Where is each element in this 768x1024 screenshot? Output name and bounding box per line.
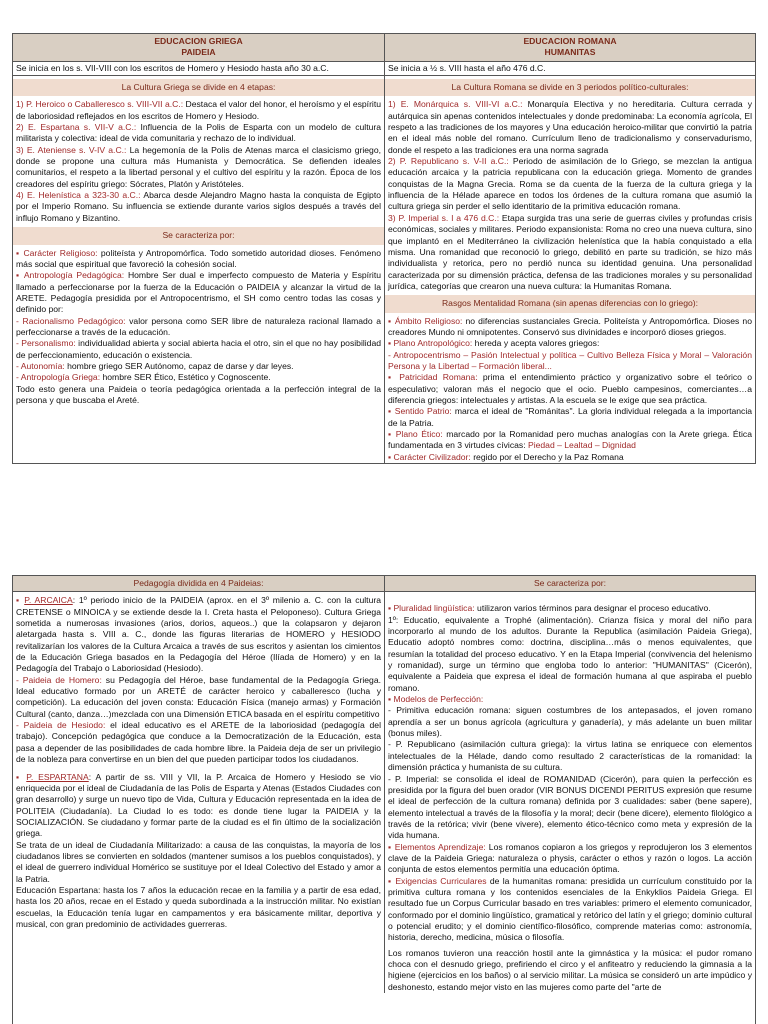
stage-title: E. Espartana s. VII-V a.C.: bbox=[27, 122, 137, 133]
paideia-text: : 1º periodo inicio de la PAIDEIA (aprox. en el 3º milenio a. C. con la cultura CRETENSE o MINOICA y se extiende desde la I. Creta hasta el Peloponeso). Cultura Griega sometida a numerosas invasiones (arios, dorios, aqueos..) que la colapsaron y dejaron aletargada hasta s. VIII a. C., donde las figuras literarias de HOMERO y HESIODO revitalizarían los valores de la Cultura Arcaica a través de sus escritos y asientan los cimientos de la Educación Griega basados en la Pedagogía del Héroe (Ilíada de Homero) y en la Pedagogía del Trabajo o Laboriosidad (Hesiodo). bbox=[16, 595, 381, 674]
roman-trait: ▪ Carácter Civilizador: regido por el Derecho y la Paz Romana bbox=[388, 451, 624, 462]
characteristic-text: individualidad abierta y social abierta hacia el otro, sin el que no hay posibilidad de perfeccionamiento, educación o existencia. bbox=[16, 338, 382, 360]
roman-traits-list bbox=[385, 316, 755, 463]
curricular-requirements: ▪ Exigencias Curriculares de la humanitas romana: presidida un currículum constituido por la primitiva cultura romana y los contenidos esenciales de la Enkyklios Paideia Griega. El resultado fue un Corpus Curricular basado en tres variables: primero el elemento comunicador, conformado por el dominio lingüístico, gramatical y retórico del latín y el griego; dominio cultural o potencial erudito; y el dominio científico-filosófico, comprende materias como: astronomía, historia, derecho, medicina, música o filosofía. bbox=[388, 875, 752, 943]
curricular-text: de la humanitas romana: presidida un currículum constituido por la primitiva cultura romana y los contenidos esenciales de la Enkyklios Paideia Griega. El resultado fue un Corpus Curricular basado en tres variables: primero el elemento comunicador, conformado por el dominio lingüístico, gramatical y retórico del latín y el griego; dominio cultural o potencial erudito; y el dominio científico-filosófico, comprende materias como: astronomía, historia, derecho, medicina, música o filosofía. bbox=[388, 875, 752, 943]
paideias-header: Pedagogía dividida en 4 Paideias: bbox=[13, 576, 384, 592]
characteristic-text: politeísta y Antropomórfica. Todo sometido autoridad dioses. Fenómeno más social que espiritual que favoreció la cohesión social. bbox=[16, 247, 381, 269]
roman-periods-heading: La Cultura Romana se divide en 3 periodos político-culturales: bbox=[385, 79, 755, 96]
trait-title: Patricidad Romana: bbox=[399, 372, 478, 383]
trait-title: Antropocentrismo – Pasión Intelectual y política – Cultivo Belleza Física y Moral – Valoración Persona y la Libertad – Formación liberal... bbox=[388, 349, 752, 371]
militarized-citizenship-paragraph: Se trata de un ideal de Ciudadanía Militarizado: a causa de las conquistas, la mayoría de los ciudadanos libres se convierten en soldados (mantener sumisos a los pueblos conquistados), y el ideal de guerrero individual Homérico se sustituye por el Ideal Colectivo del Estado y amor a la Patria. bbox=[16, 839, 381, 884]
model-imperial: - P. Imperial: se consolida el ideal de ROMANIDAD (Cicerón), para quien la perfección es presidida por la figura del buen orador (VIR BONUS DICENDI PERITUS expresión que resume el ideal de perfección de la cultura romana) definida por 3 cualidades: saber (bene sapere), elemento intelectual a través de la filosofía y la moral; decir (bene dicere), elemento filológico a través de la retórica; vivir (bene vivere), elemento ético-técnico como meta y expresión de la vida humana. bbox=[388, 773, 752, 841]
roman-column bbox=[384, 62, 755, 463]
roman-header bbox=[384, 34, 755, 62]
characteristic-title: Autonomía: bbox=[20, 360, 65, 371]
comparison-table-top bbox=[12, 33, 756, 464]
roman-periods-list bbox=[385, 99, 755, 292]
paideia-block: ▪ P. ARCAICA: 1º periodo inicio de la PAIDEIA (aprox. en el 3º milenio a. C. con la cultura CRETENSE o MINOICA y se extiende desde la I. Creta hasta el Peloponeso). Cultura Griega sometida a numerosas invasiones (arios, dorios, aqueos..) que la colapsaron y dejaron aletargada hasta s. VIII a. C., donde las figuras literarias de HOMERO y HESIODO revitalizarían los valores de la Cultura Arcaica a través de sus escritos y asientan los cimientos de la Educación Griega basados en la Pedagogía del Héroe (Ilíada de Homero) y en la Pedagogía del Trabajo o Laboriosidad (Hesiodo). bbox=[16, 595, 381, 674]
paideia-text: su Pedagogía del Héroe, base fundamental de la Pedagogía Griega. Ideal educativo formado por un ARETÉ de carácter heroico y caballeresco (lucha y competición). La educación del joven consta: Educación Física (manejo armas) y Formación Cultural (canto, danza…)mezclada con una Dimensión ETICA basada en el espíritu competitivo bbox=[16, 674, 381, 719]
stage-text: Influencia de la Polis de Esparta con un modelo de cultura militarista y colectiva: ideal de vida comunitaria y rechazo de lo individual. bbox=[16, 122, 382, 144]
roman-header-line2: HUMANITAS bbox=[544, 47, 596, 58]
paideia-block: - Paideia de Hesiodo: el ideal educativo es el ARETE de la laboriosidad (pedagogía del trabajo). Concepción pedagógica que conduce a la Democratización de la Educación, esta pasa a depender de las posibilidades de cada hombre libre. la Paideia deja de ser un privilegio de la nobleza para convertirse en un bien del que pueden participar todos los ciudadanos. bbox=[16, 720, 381, 765]
roman-traits-heading: Rasgos Mentalidad Romana (sin apenas diferencias con lo griego): bbox=[385, 295, 755, 312]
stage-number: 3) bbox=[16, 144, 24, 155]
trait-title: Plano Ético: bbox=[395, 429, 443, 439]
learning-elements-text: Los romanos copiaron a los griegos y reprodujeron los 3 elementos clave de la Paideia Griega: naturaleza o physis, carácter o ethos y razón o logos. La acción conjunta de estos elementos permitía una educación óptima. bbox=[388, 841, 753, 875]
greek-characteristic: - Antropología Griega: hombre SER Ético, Estético y Cognoscente. bbox=[16, 372, 271, 383]
paideias-list bbox=[13, 595, 384, 765]
greek-characteristic: ▪ Carácter Religioso: politeísta y Antropomórfica. Todo sometido autoridad dioses. Fenómeno más social que espiritual que favoreció la cohesión social. bbox=[16, 247, 381, 269]
period-number: 1) bbox=[388, 99, 396, 110]
model-primitive: - Primitiva educación romana: siguen costumbres de los antepasados, el joven romano aprendía a ser un bonus agrícola (agricultura y ganadería), y más adelante un buen militar (bonus miles). bbox=[388, 705, 752, 739]
trait-title: Plano Antropológico: bbox=[393, 338, 473, 349]
greek-header bbox=[13, 34, 384, 62]
roman-period bbox=[385, 156, 755, 213]
period-title: E. Monárquica s. VIII-VI a.C.: bbox=[400, 99, 523, 110]
linguistic-plurality-text: utilizaron varios términos para designar el proceso educativo. bbox=[474, 603, 711, 614]
trait-tail: Piedad – Lealtad – Dignidad bbox=[527, 440, 636, 451]
period-text: Etapa surgida tras una serie de guerras civiles y profundas crisis económicas, sociales y militares. Periodo expansionista: Roma no creo una nueva cultura, sino que implantó en el Mediterráneo la civilización helenística que la había conquistado a ella misma. Una romanidad que reconoció lo griego, debilitó en parte su tradición, se hizo más individualista y retorica, pero no perdió nunca su identidad genuina. Una personalidad caracterizada por su dimensión práctica, defensa de las tradiciones morales y su personalidad jurídica, categorías que crearon una nueva cultura: la Humanitas Romana. bbox=[388, 212, 752, 291]
sparta-paragraph: ▪ P. ESPARTANA: A partir de ss. VIII y VII, la P. Arcaica de Homero y Hesiodo se vio enriquecida por el ideal de Ciudadanía de las Polis de Esparta y Atenas (Estados Ciudades con gran desarrollo) y surge un nuevo tipo de Vida, Cultura y Educación representada en la idea de POLITEIA (Ciudadanía). La Ciudad lo es todo: es donde tiene lugar la PAIDEIA y la SOCIALIZACIÓN. Se ciudadano y formar parte de la ciudad es el fin último de la socialización griega. bbox=[16, 771, 381, 839]
paideia-title: P. ARCAICA bbox=[24, 595, 73, 606]
roman-trait: ▪ Patricidad Romana: prima el entendimiento práctico y organizativo sobre el teórico o especulativo; valoran más el negocio que el ocio. Pueblo campesinos, comerciantes…a diferencia griegos: intelectuales y artistas. A la escuela se le exige que sea práctica. bbox=[388, 372, 753, 405]
characteristic-text: Hombre Ser dual e imperfecto compuesto de Materia y Espíritu llamado a perfeccionarse por la fuerza de la Educación o PAIDEIA y alcanzar la virtud de la ARETE. Pedagogía presidida por el Antropocentrismo, el SH como centro todas las cosas y definido por: bbox=[16, 270, 381, 315]
greek-stages-heading: La Cultura Griega se divide en 4 etapas: bbox=[13, 79, 384, 96]
trait-title: Sentido Patrio: bbox=[394, 406, 452, 417]
period-number: 2) bbox=[388, 156, 396, 167]
characteristic-text: hombre SER Ético, Estético y Cognoscente. bbox=[100, 372, 271, 383]
paideia-text: el ideal educativo es el ARETE de la laboriosidad (pedagogía del trabajo). Concepción pedagógica que conduce a la Democratización de la Educación, esta pasa a depender de las posibilidades de cada hombre libre. la Paideia deja de ser un privilegio de la nobleza para convertirse en un bien del que pueden participar todos los ciudadanos. bbox=[16, 720, 381, 765]
greek-stage bbox=[13, 99, 384, 122]
roman-period bbox=[385, 99, 755, 156]
spartan-education-paragraph: Educación Espartana: hasta los 7 años la educación recae en la familia y a partir de esa edad, hasta los 20 años, recae en el Estado y queda subordinada a la instrucción militar. No existían escuelas, la Educación tenía lugar en campamentos y era básicamente militar, deportiva y musical, con gran predominio de actividades guerreras. bbox=[16, 884, 381, 929]
characteristic-title: Personalismo: bbox=[21, 338, 76, 349]
stage-text: Destaca el valor del honor, el heroísmo y el espíritu de laboriosidad reflejados en los escritos de Homero y Hesiodo. bbox=[16, 99, 382, 121]
models-heading: ▪ Modelos de Perfección: bbox=[388, 694, 484, 705]
greek-intro: Se inicia en los s. VII-VIII con los escritos de Homero y Hesiodo hasta año 30 a.C. bbox=[13, 62, 384, 76]
trait-text: marcado por la Romanidad pero muchas analogías con la Arete griega. Ética fundamentada en 3 virtudes cívicas: bbox=[388, 429, 752, 451]
greek-conclusion: Todo esto genera una Paideia o teoría pedagógica orientada a la perfección integral de la persona y que buscaba el Areté. bbox=[16, 383, 381, 405]
greek-stages-list bbox=[13, 99, 384, 224]
period-title: P. Republicano s. V-II a.C.: bbox=[399, 156, 509, 167]
model-republican: - P. Republicano (asimilación cultura griega): la virtus latina se enriquece con elementos intelectuales de la Hélade, dando como resultado 2 características de la romanidad: la dimensión práctica y humanista de su cultura. bbox=[388, 739, 752, 773]
stage-number: 4) bbox=[16, 190, 24, 201]
stage-text: Abarca desde Alejandro Magno hasta la conquista de Egipto por el Imperio Romano. Su influencia se extiende durante varios siglos después a través del influjo Romano y Bizantino. bbox=[16, 190, 381, 223]
models-heading-text: Modelos de Perfección: bbox=[393, 694, 484, 705]
greek-characteristics-list bbox=[13, 248, 384, 384]
trait-text: regido por el Derecho y la Paz Romana bbox=[470, 451, 624, 462]
greek-stage bbox=[13, 190, 384, 224]
comparison-table-bottom bbox=[12, 575, 756, 1024]
greek-header-line1: EDUCACION GRIEGA bbox=[154, 36, 243, 46]
stage-text: La hegemonía de la Polis de Atenas marca el clasicismo griego, donde se propone una cultura más Humanista y Democrática. Se defienden ideales comunitarios, el respeto a la libertad personal y el cultivo del espíritu y la razón. Época de los creadores del espíritu griego: Sócrates, Platón y Aristóteles. bbox=[16, 144, 382, 189]
greek-stage bbox=[13, 122, 384, 145]
period-text: Periodo de asimilación de lo Griego, se mezclan la antigua educación arcaica y la patricia republicana con la educación griega. Momento de grandes conquistas de la Magna Grecia. Roma se da cuenta de la fuerza de la cultura griega y la influencia de la Hélade aparece en todos los órdenes de la cultura romana que asumió la cultura griega sin perder el sello identitario de la primitiva educación romana. bbox=[388, 156, 752, 212]
stage-title: P. Heroico o Caballeresco s. VIII-VII a.C.: bbox=[26, 99, 184, 110]
greek-column bbox=[13, 62, 384, 463]
gymnastics-music-paragraph: Los romanos tuvieron una reacción hostil ante la gimnástica y la música: el pudor romano choca con el desnudo griego, prefiriendo el circo y el anfiteatro y reduciendo la gimnasia a la higiene (ejercicios en los baños) o al servicio militar. La música se consideró un arte impúdico y deshonesto, estando mejor visto en las mujeres como parte del "arte de bbox=[388, 947, 752, 992]
sparta-text: : A partir de ss. VIII y VII, la P. Arcaica de Homero y Hesiodo se vio enriquecida por el ideal de Ciudadanía de las Polis de Esparta y Atenas (Estados Ciudades con gran desarrollo) y surge un nuevo tipo de Vida, Cultura y Educación representada en la idea de POLITEIA (Ciudadanía). La Ciudad lo es todo: es donde tiene lugar la PAIDEIA y la SOCIALIZACIÓN. Se ciudadano y formar parte de la ciudad es el fin último de la socialización griega. bbox=[16, 771, 381, 839]
roman-intro: Se inicia a ½ s. VIII hasta el año 476 d.C. bbox=[385, 62, 755, 76]
greek-characteristics-heading: Se caracteriza por: bbox=[13, 227, 384, 244]
linguistic-plurality: ▪ Pluralidad lingüística: utilizaron varios términos para designar el proceso educativo. bbox=[388, 603, 711, 614]
paideias-column bbox=[13, 592, 384, 993]
paideia-block: - Paideia de Homero: su Pedagogía del Héroe, base fundamental de la Pedagogía Griega. Ideal educativo formado por un ARETÉ de carácter heroico y caballeresco (lucha y competición). La educación del joven consta: Educación Física (manejo armas) y Formación Cultural (canto, danza…)mezclada con una Dimensión ETICA basada en el espíritu competitivo bbox=[16, 674, 381, 719]
stage-number: 2) bbox=[16, 122, 24, 133]
sparta-title: P. ESPARTANA bbox=[26, 771, 89, 782]
roman-characteristics-column bbox=[384, 592, 755, 993]
characteristic-title: Racionalismo Pedagógico: bbox=[22, 315, 126, 326]
stage-number: 1) bbox=[16, 99, 24, 110]
trait-title: Ámbito Religioso: bbox=[394, 315, 463, 326]
greek-characteristic: ▪ Antropología Pedagógica: Hombre Ser dual e imperfecto compuesto de Materia y Espíritu llamado a perfeccionarse por la fuerza de la Educación o PAIDEIA y alcanzar la virtud de la ARETE. Pedagogía presidida por el Antropocentrismo, el SH como centro todas las cosas y definido por: bbox=[16, 270, 381, 315]
greek-characteristic: - Autonomía: hombre griego SER Autónomo, capaz de darse y dar leyes. bbox=[16, 360, 294, 371]
stage-title: E. Helenística a 323-30 a.C.: bbox=[26, 190, 141, 201]
stage-title: E. Ateniense s. V-IV a.C.: bbox=[26, 144, 127, 155]
roman-trait: ▪ Ámbito Religioso: no diferencias sustanciales Grecia. Politeísta y Antropomórfica. Dioses no creadores Mundo ni omnipotentes. Conservó sus divinidades e incorporó dioses griegos. bbox=[388, 315, 752, 337]
learning-elements-title: Elementos Aprendizaje: bbox=[394, 841, 486, 852]
trait-title: Carácter Civilizador: bbox=[393, 451, 471, 462]
characteristic-title: Carácter Religioso: bbox=[23, 247, 98, 258]
roman-header-line1: EDUCACION ROMANA bbox=[523, 36, 617, 46]
roman-characteristics-header: Se caracteriza por: bbox=[384, 576, 755, 592]
greek-characteristic: - Personalismo: individualidad abierta y social abierta hacia el otro, sin el que no hay posibilidad de perfeccionamiento, educación o existencia. bbox=[16, 338, 382, 360]
paideia-title: Paideia de Homero: bbox=[22, 674, 102, 685]
roman-trait: ▪ Sentido Patrio: marca el ideal de "Románitas". La gloria individual relegada a la importancia de la Patria. bbox=[388, 406, 753, 428]
roman-period bbox=[385, 213, 755, 292]
period-title: P. Imperial s. I a 476 d.C.: bbox=[398, 212, 500, 223]
curricular-title: Exigencias Curriculares bbox=[395, 875, 487, 886]
trait-text: marca el ideal de "Románitas". La gloria individual relegada a la importancia de la Patria. bbox=[388, 406, 753, 428]
greek-stage bbox=[13, 145, 384, 190]
trait-text: no diferencias sustanciales Grecia. Politeísta y Antropomórfica. Dioses no creadores Mundo ni omnipotentes. Conservó sus divinidades e incorporó dioses griegos. bbox=[388, 315, 752, 337]
trait-text: hereda y acepta valores griegos: bbox=[472, 338, 600, 349]
paideia-title: Paideia de Hesiodo: bbox=[23, 720, 106, 731]
period-number: 3) bbox=[388, 212, 396, 223]
characteristic-title: Antropología Griega: bbox=[20, 372, 101, 383]
roman-trait: - Antropocentrismo – Pasión Intelectual y política – Cultivo Belleza Física y Moral – Valoración Persona y la Libertad – Formación liberal... bbox=[388, 349, 752, 371]
roman-trait: ▪ Plano Antropológico: hereda y acepta valores griegos: bbox=[388, 338, 600, 349]
characteristic-title: Antropología Pedagógica: bbox=[23, 270, 125, 281]
characteristic-text: hombre griego SER Autónomo, capaz de darse y dar leyes. bbox=[64, 360, 294, 371]
period-text: Monarquía Electiva y no hereditaria. Cultura cerrada y autárquica sin apenas contenidos intelectuales y donde predominaba: La economía agrícola, El respeto a las tradiciones de los mayores y Una educación heroico-militar que convirtió la patria en el ideal más noble del romano. Currículum lleno de tradicionalismo y conservadurismo, donde el respeto a las tradiciones era una norma sagrada bbox=[388, 99, 753, 155]
characteristic-text: valor persona como SER libre de naturaleza racional llamado a perfeccionarse a través de la educación. bbox=[16, 315, 381, 337]
greek-characteristic: - Racionalismo Pedagógico: valor persona como SER libre de naturaleza racional llamado a perfeccionarse a través de la educación. bbox=[16, 315, 381, 337]
learning-elements: ▪ Elementos Aprendizaje: Los romanos copiaron a los griegos y reprodujeron los 3 elementos clave de la Paideia Griega: naturaleza o physis, carácter o ethos y razón o logos. La acción conjunta de estos elementos permitía una educación óptima. bbox=[388, 841, 753, 875]
trait-text: prima el entendimiento práctico y organizativo sobre el teórico o especulativo; valoran más el negocio que el ocio. Pueblo campesinos, comerciantes…a diferencia griegos: intelectuales y artistas. A la escuela se le exige que sea práctica. bbox=[388, 372, 753, 405]
roman-trait: ▪ Plano Ético: marcado por la Romanidad pero muchas analogías con la Arete griega. Ética fundamentada en 3 virtudes cívicas: Piedad – Lealtad – Dignidad bbox=[388, 429, 752, 451]
greek-header-line2: PAIDEIA bbox=[181, 47, 216, 58]
educatio-paragraph: 1º: Educatio, equivalente a Trophé (alimentación). Crianza física y moral del niño para incorporarlo al mundo de los adultos. Durante la Republica (asimilación Paideia Griega), Educatio adoptó nombres como: doctrina, disciplina…más o menos equivalentes, que resumían la totalidad del proceso educativo. Y en la Etapa Imperial (convivencia del helenismo y romanidad), surge un término que engloba todo lo anterior: "HUMANITAS" (Cicerón), equivalente a Paideia que expresa el ideal de formación humana al que aspiraba el pueblo romano. bbox=[388, 614, 752, 693]
linguistic-plurality-title: Pluralidad lingüística: bbox=[393, 603, 475, 614]
